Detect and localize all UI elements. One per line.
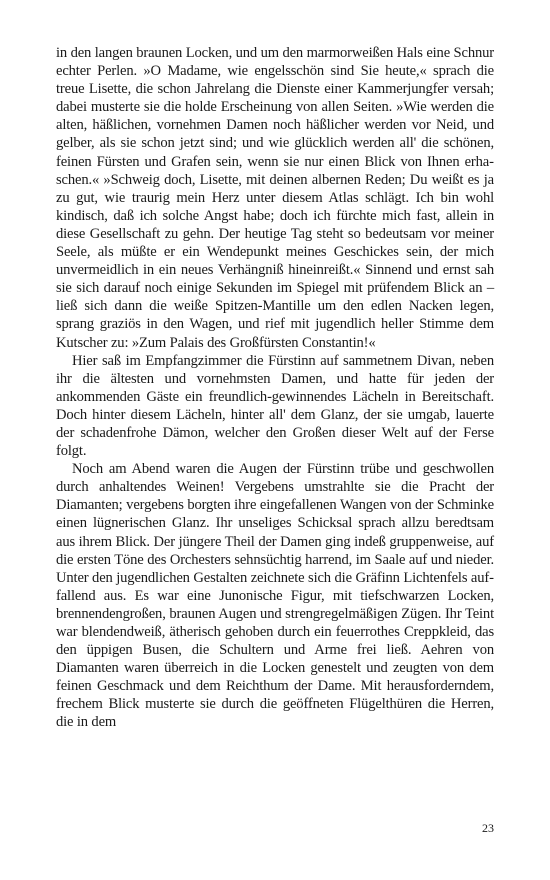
paragraph-3: Noch am Abend waren die Augen der Fürstinn trübe und geschwollen durch anhaltendes Weinen! Vergebens umstrahlte sie die Pracht der Diamanten; vergebens borgten ihre eingefallenen Wangen von der Schminke einen lügnerischen Glanz. Ihr unseliges Schicksal sprach allzu beredtsam aus ihrem Blick. Der jüngere Theil der Damen ging indeß gruppenweise, auf die ersten Töne des Orchesters sehnsüchtig harrend, im Saale auf und nieder. Unter den jugendlichen Gestalten zeichnete sich die Gräfinn Lichtenfels auffallend aus. Es war eine Junonische Figur, mit tiefschwarzen Locken, brennendengroßen, braunen Augen und strengregelmäßigen Zügen. Ihr Teint war blendendweiß, ätherisch gehoben durch ein feuerrothes Creppkleid, das den üppigen Busen, die Schultern und Arme frei ließ. Aehren von Diamanten waren überreich in die Locken genestelt und zeugten von dem feinen Geschmack und dem Reichthum der Dame. Mit herausforderndem, frechem Blick musterte sie durch die geöffneten Flügelthüren die Herren, die in dem	[56, 461, 494, 731]
paragraph-1: in den langen braunen Locken, und um den marmorweißen Hals eine Schnur echter Perlen. »O Madame, wie engelsschön sind Sie heute,« sprach die treue Lisette, die schon Jahrelang die Dienste einer Kammerjungfer versah; dabei musterte sie die holde Erscheinung von allen Seiten. »Wie werden die alten, häßlichen, vornehmen Damen noch häßlicher werden vor Neid, und gelber, als sie schon jetzt sind; und wie glücklich werden all' die schönen, feinen Fürsten und Grafen sein, wenn sie nur einen Blick von Ihnen erhaschen.« »Schweig doch, Lisette, mit deinen albernen Reden; Du weißt es ja zu gut, wie traurig mein Herz unter diesem Atlas schlägt. Ich bin wohl kindisch, daß ich solche Angst habe; doch ich fürchte mich fast, allein in diese Gesellschaft zu gehn. Der heutige Tag steht so bedeutsam vor meiner Seele, als müßte er ein Wendepunkt meines Geschickes sein, der mich unvermeidlich in ein neues Verhängniß hineinreißt.« Sinnend und ernst sah sie sich darauf noch einige Sekunden im Spiegel mit prüfendem Blick an – ließ sich dann die weiße Spitzen-Mantille um den edlen Nacken legen, sprang graziös in den Wagen, und rief mit jugendlich heller Stimme dem Kutscher zu: »Zum Palais des Großfürsten Constantin!«	[56, 45, 494, 351]
paragraph-2: Hier saß im Empfangzimmer die Fürstinn auf sammetnem Divan, neben ihr die ältesten und vornehmsten Damen, und hatte für jeden der ankommenden Gäste ein freundlich-gewinnendes Lächeln in Bereitschaft. Doch hinter diesem Lächeln, hinter all' dem Glanz, der sie umgab, lauerte der schadenfrohe Dämon, welcher den Großen dieser Welt auf der Ferse folgt.	[56, 352, 494, 460]
page-number: 23	[482, 821, 494, 835]
body-text	[56, 44, 494, 732]
